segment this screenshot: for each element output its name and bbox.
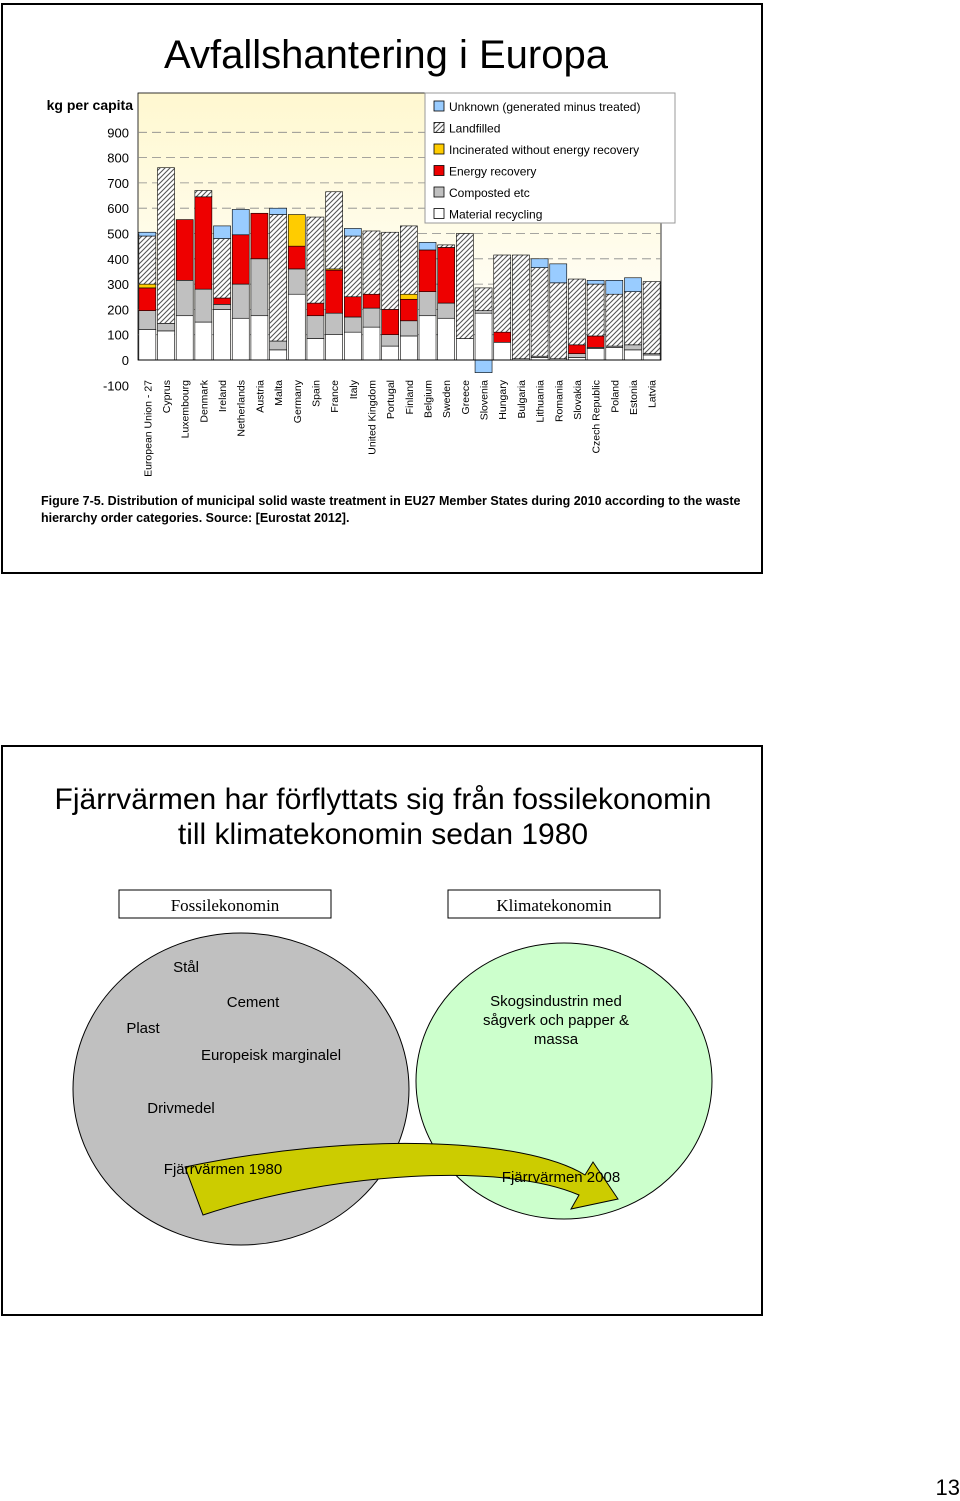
slide2-title-line1: Fjärrvärmen har förflyttats sig från fossilekonomin: [54, 783, 712, 816]
y-tick-label: 500: [107, 226, 129, 242]
bar-landfilled: [456, 234, 473, 339]
bar-landfilled: [438, 245, 455, 248]
y-axis-ticks: [103, 125, 129, 393]
y-tick-label: 100: [107, 327, 129, 343]
bar-energy_recovery: [568, 345, 585, 354]
x-tick-label: Slovakia: [571, 380, 584, 420]
bar-material_recycling: [195, 322, 212, 360]
bar-composted: [158, 323, 175, 331]
bar-landfilled: [382, 232, 399, 309]
bar-composted: [419, 292, 436, 316]
bar-composted: [382, 335, 399, 346]
bar-composted: [270, 341, 287, 350]
x-tick-label: Italy: [347, 380, 360, 400]
bar-material_recycling: [438, 318, 455, 360]
bar-unknown: [232, 209, 249, 234]
x-tick-label: Bulgaria: [515, 380, 528, 419]
bar-incinerated: [288, 215, 305, 247]
y-tick-label: -100: [102, 378, 129, 394]
x-tick-label: Portugal: [385, 380, 398, 420]
bar-energy_recovery: [400, 299, 417, 321]
x-tick-label: European Union - 27: [142, 380, 155, 477]
bar-energy_recovery: [382, 309, 399, 334]
x-tick-label: Ireland: [217, 380, 230, 413]
bar-landfilled: [587, 284, 604, 336]
bar-composted: [326, 313, 343, 335]
figure-caption: Figure 7-5. Distribution of municipal solid waste treatment in EU27 Member States during 2010 according to the waste hierarchy order categories. Source: [Eurostat 2012].: [41, 494, 741, 525]
bar-landfilled: [606, 294, 623, 346]
bar-landfilled: [195, 190, 212, 196]
climate-economy-label: Klimatekonomin: [496, 896, 612, 915]
y-tick-label: 700: [107, 175, 129, 191]
x-tick-label: Estonia: [627, 380, 640, 416]
y-axis-label: kg per capita: [46, 97, 133, 113]
page-number: 13: [935, 1475, 960, 1500]
bar-material_recycling: [214, 309, 231, 360]
x-tick-label: United Kingdom: [366, 380, 379, 455]
x-tick-label: Greece: [459, 380, 472, 415]
x-tick-label: Denmark: [198, 380, 211, 423]
label-stal: Stål: [173, 959, 199, 976]
label-drivmedel: Drivmedel: [147, 1100, 215, 1117]
bar-material_recycling: [475, 313, 492, 360]
bar-material_recycling: [326, 335, 343, 360]
bar-energy_recovery: [232, 235, 249, 284]
x-tick-label: Spain: [310, 380, 323, 407]
bar-energy_recovery: [344, 297, 361, 317]
figure-caption-container: [41, 493, 741, 543]
bar-composted: [475, 311, 492, 314]
bar-material_recycling: [494, 342, 511, 360]
bar-material_recycling: [232, 318, 249, 360]
district-heating-diagram: [3, 747, 761, 1314]
bar-landfilled: [344, 236, 361, 297]
bar-material_recycling: [456, 338, 473, 360]
x-tick-label: Slovenia: [478, 380, 491, 421]
bar-material_recycling: [270, 350, 287, 360]
legend-label-landfilled: Landfilled: [449, 121, 501, 136]
fossil-economy-label: Fossilekonomin: [170, 896, 280, 915]
legend-swatch-energy_recovery: [434, 166, 444, 176]
bar-composted: [363, 308, 380, 327]
slide2-title-line2: till klimatekonomin sedan 1980: [177, 818, 589, 851]
bar-energy_recovery: [438, 247, 455, 303]
y-tick-label: 400: [107, 251, 129, 267]
bar-energy_recovery: [288, 246, 305, 269]
bar-energy_recovery: [363, 294, 380, 308]
bar-material_recycling: [363, 327, 380, 360]
bar-unknown: [550, 264, 567, 283]
bar-material_recycling: [643, 355, 660, 360]
bar-composted: [214, 304, 231, 309]
bar-composted: [307, 316, 324, 339]
bar-composted: [344, 317, 361, 332]
bar-incinerated: [400, 294, 417, 299]
label-forest-line1: Skogsindustrin med: [490, 993, 622, 1010]
bar-landfilled: [363, 231, 380, 294]
bar-material_recycling: [606, 347, 623, 360]
x-tick-label: Hungary: [497, 380, 510, 420]
bar-unknown: [531, 259, 548, 268]
y-tick-label: 300: [107, 277, 129, 293]
bar-energy_recovery: [326, 270, 343, 313]
label-forest-line2: sågverk och papper &: [483, 1012, 629, 1029]
bar-material_recycling: [307, 338, 324, 360]
bar-landfilled: [494, 255, 511, 332]
bar-unknown: [419, 242, 436, 250]
bar-unknown: [344, 228, 361, 236]
bar-landfilled: [139, 236, 156, 284]
bar-landfilled: [214, 239, 231, 298]
x-tick-label: Romania: [553, 380, 566, 423]
bar-energy_recovery: [419, 250, 436, 292]
bar-material_recycling: [419, 316, 436, 360]
label-forest-line3: massa: [533, 1031, 579, 1048]
x-tick-label: Luxembourg: [179, 380, 192, 439]
bar-landfilled: [550, 283, 567, 359]
x-tick-label: Sweden: [441, 380, 454, 418]
bar-composted: [400, 321, 417, 336]
bar-material_recycling: [624, 350, 641, 360]
bar-composted: [139, 311, 156, 330]
x-tick-label: Netherlands: [235, 380, 248, 437]
bar-landfilled: [475, 288, 492, 311]
bar-material_recycling: [587, 349, 604, 360]
bar-material_recycling: [344, 332, 361, 360]
x-tick-label: Latvia: [646, 380, 659, 409]
bar-unknown: [139, 232, 156, 236]
bar-composted: [438, 303, 455, 318]
slide-waste-chart: [1, 3, 763, 574]
x-tick-label: Lithuania: [534, 380, 547, 423]
bar-material_recycling: [176, 316, 193, 360]
bar-landfilled: [307, 217, 324, 303]
y-tick-label: 0: [121, 353, 129, 368]
bar-energy_recovery: [251, 213, 268, 259]
x-tick-label: Finland: [403, 380, 416, 415]
bar-unknown: [624, 278, 641, 292]
bar-unknown: [270, 208, 287, 214]
y-tick-label: 200: [107, 302, 129, 318]
bar-incinerated: [139, 284, 156, 288]
legend-label-incinerated: Incinerated without energy recovery: [449, 143, 640, 157]
bar-material_recycling: [288, 294, 305, 360]
label-european-marginal: Europeisk marginalel: [200, 1047, 342, 1064]
bar-material_recycling: [139, 330, 156, 360]
bar-composted: [232, 284, 249, 318]
y-tick-label: 900: [107, 125, 129, 141]
legend-label-unknown: Unknown (generated minus treated): [449, 100, 641, 114]
bar-energy_recovery: [139, 288, 156, 311]
bar-landfilled: [531, 268, 548, 357]
bar-composted: [568, 354, 585, 358]
x-axis-labels: [142, 379, 658, 477]
bar-composted: [176, 280, 193, 315]
x-tick-label: Germany: [291, 380, 304, 424]
bar-energy_recovery: [307, 303, 324, 316]
slide-district-heating: [1, 745, 763, 1316]
bar-material_recycling: [158, 331, 175, 360]
bar-landfilled: [568, 279, 585, 345]
legend-label-composted: Composted etc: [449, 186, 530, 200]
bar-composted: [624, 345, 641, 350]
bar-material_recycling: [382, 346, 399, 360]
x-tick-label: Cyprus: [161, 380, 174, 414]
label-cement: Cement: [226, 994, 280, 1011]
bar-landfilled: [643, 282, 660, 354]
legend-label-energy_recovery: Energy recovery: [449, 164, 537, 179]
legend-swatch-composted: [434, 187, 444, 197]
bar-composted: [288, 269, 305, 294]
x-tick-label: Belgium: [422, 380, 435, 418]
legend-swatch-incinerated: [434, 144, 444, 154]
bar-material_recycling: [400, 336, 417, 360]
x-tick-label: Poland: [609, 380, 622, 413]
legend: [425, 93, 675, 223]
bar-unknown: [475, 360, 492, 373]
bar-landfilled: [326, 192, 343, 269]
x-tick-label: Czech Republic: [590, 380, 603, 454]
bar-landfilled: [400, 226, 417, 294]
legend-swatch-material_recycling: [434, 209, 444, 219]
bar-landfilled: [512, 255, 529, 359]
label-fjarrvarmen-2008: Fjärrvärmen 2008: [501, 1169, 621, 1186]
legend-swatch-unknown: [434, 101, 444, 111]
bar-landfilled: [270, 215, 287, 342]
bar-energy_recovery: [494, 332, 511, 342]
legend-swatch-landfilled: [434, 123, 444, 133]
chart-title: Avfallshantering i Europa: [164, 33, 608, 77]
bar-unknown: [587, 280, 604, 284]
label-plast: Plast: [126, 1020, 160, 1037]
bar-energy_recovery: [195, 197, 212, 289]
label-fjarrvarmen-1980: Fjärrvärmen 1980: [163, 1161, 283, 1178]
bar-energy_recovery: [587, 336, 604, 347]
bar-material_recycling: [251, 316, 268, 360]
bar-landfilled: [624, 292, 641, 345]
legend-label-material_recycling: Material recycling: [449, 207, 543, 222]
x-tick-label: Malta: [273, 380, 286, 406]
y-tick-label: 800: [107, 150, 129, 166]
bar-landfilled: [158, 168, 175, 324]
waste-chart: [3, 5, 761, 572]
y-tick-label: 600: [107, 201, 129, 217]
bar-composted: [251, 259, 268, 316]
x-tick-label: Austria: [254, 380, 267, 413]
bar-unknown: [214, 226, 231, 239]
bar-energy_recovery: [176, 220, 193, 281]
bar-energy_recovery: [214, 298, 231, 304]
bar-composted: [195, 289, 212, 322]
bar-unknown: [606, 280, 623, 294]
x-tick-label: France: [329, 380, 342, 413]
